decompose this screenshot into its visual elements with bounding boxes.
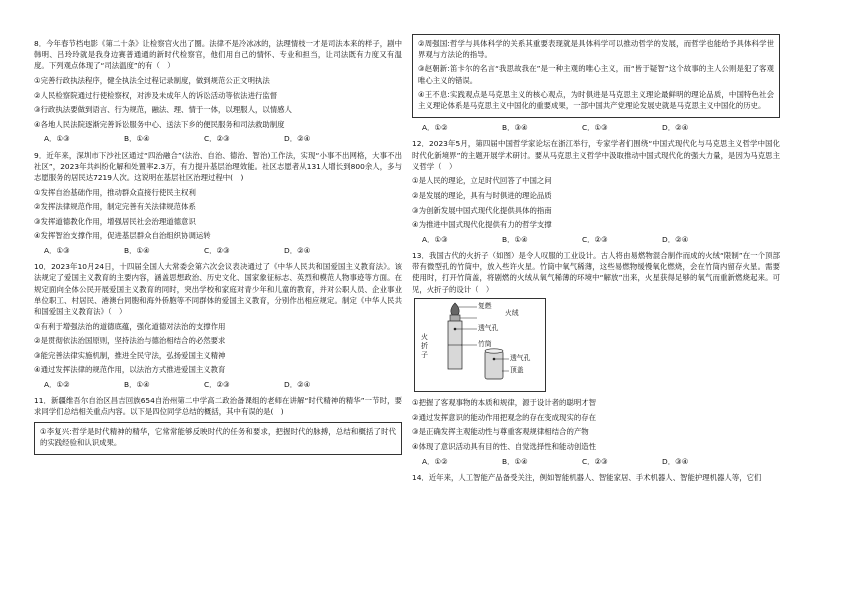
q12-item-4: ④为推进中国式现代化提供有力的哲学支撑 (412, 220, 552, 230)
q10-item-4: ④通过发挥法律的规范作用，以法治方式推进爱国主义教育 (34, 365, 226, 375)
q14-stem: 14．近年来，人工智能产品备受关注，例如智能机器人、智能家居、手术机器人、智能护理机器人等，它们 (412, 472, 762, 482)
q12-options (422, 234, 780, 245)
q12-item-2: ②是发展的理论，具有与时俱进的理论品质 (412, 191, 552, 201)
figure-label-tinder: 火绒 (505, 309, 519, 318)
q10-option-c[interactable]: C．②③ (204, 379, 230, 389)
figure-label-bamboo-tube: 竹筒 (478, 340, 492, 349)
figure-side-label: 火折子 (421, 333, 428, 360)
q13-item-3: ③是正确发挥主观能动性与尊重客观规律相结合的产物 (412, 427, 589, 437)
q8-stem: 8．今年春节档电影《第二十条》让检察官火出了圈。法律不是冷冰冰的，法理情枝一才是司法本来的样子，剧中韩明、吕玲玲就是我身边赛普通通的新时代检察官，他们用自己的情怀、专业和担当，让司法既有力度又有温度。下列观点体现了“司法温度”的有（ ） (34, 39, 402, 71)
q12-option-a[interactable]: A．①③ (422, 234, 448, 244)
q12-item-1: ①是人民的理论，立足时代回答了中国之问 (412, 176, 552, 186)
q13-option-a[interactable]: A．①② (422, 456, 448, 466)
q9-item-2: ②发挥法律规范作用，制定完善有关法律规范体系 (34, 202, 196, 212)
q9-item-1: ①发挥自治基础作用，推动群众直接行使民主权利 (34, 187, 196, 197)
q11-options (422, 122, 780, 133)
figure-label-air-hole-bottom: 透气孔 (510, 354, 531, 363)
q8-item-3: ③行政执法要做到语言、行为规范，融法、理、情于一体，以理服人，以情感人 (34, 105, 292, 115)
q8-item-4: ④各地人民法院逐渐完善诉讼服务中心、送法下乡的便民服务和司法救助制度 (34, 119, 285, 129)
q10-item-1: ①有利于增强法治的道德底蕴，强化道德对法治的支撑作用 (34, 321, 226, 331)
q11-stem: 11．新疆维吾尔自治区昌吉回族654自治州第二中学高二政治备课组的老师在讲解“时代精神的精华”一节时，要求同学们总结相关重点内容。以下是四位同学总结的概括，其中有误的是( ) (34, 396, 402, 417)
q11-statement-3: ③赵朝新:笛卡尔的名言“我思故我在”是一种主观的唯心主义，而“皆于疑智”这个故事的主人公则是犯了客观唯心主义的错误。 (418, 64, 774, 85)
q12-option-c[interactable]: C．②③ (582, 234, 608, 244)
q9-option-b[interactable]: B．①④ (124, 245, 150, 255)
q8-option-c[interactable]: C．②③ (204, 134, 230, 144)
q13-item-1: ①把握了客观事物的本质和规律，源于设计者的聪明才智 (412, 398, 597, 408)
q11-option-b[interactable]: B．③④ (502, 123, 528, 133)
q8-option-a[interactable]: A．①③ (44, 134, 70, 144)
q10-item-2: ②是贯彻依法治国原则，坚持法治与德治相结合的必然要求 (34, 336, 226, 346)
q8-item-1: ①完善行政执法程序，健全执法全过程记录制度，做到规范公正文明执法 (34, 76, 270, 85)
fire-starter-figure (414, 298, 546, 392)
q8-item-2: ②人民检察院通过行使检察权，对涉及未成年人的诉讼活动等依法进行监督 (34, 90, 278, 100)
q13-option-d[interactable]: D．③④ (662, 456, 689, 466)
q8-option-b[interactable]: B．①④ (124, 134, 150, 144)
q10-option-a[interactable]: A．①② (44, 379, 70, 389)
q10-option-b[interactable]: B．①④ (124, 379, 150, 389)
q9-item-4: ④发挥智治支撑作用，促进基层群众自治组织协调运转 (34, 231, 211, 241)
q13-options (422, 456, 780, 467)
q10-stem: 10．2023年10月24日，十四届全国人大常委会第六次会议表决通过了《中华人民共和国爱国主义教育法》。该法规定了爱国主义教育的主要内容，涵盖思想政治、历史文化、国家象征标志、英烈和模范人物事迹等方面。在规定面向全体公民开展爱国主义教育的同时，突出学校和家庭对青少年和儿童的教育，并对公职人员、企业事业单位职工、村居民、港澳台同胞和海外侨胞等不同群体的爱国主义教育，分别作出相应规定。制定《中华人民共和国爱国主义教育法》（ ） (34, 262, 402, 316)
q12-item-3: ③为创新发展中国式现代化提供具体的指南 (412, 205, 552, 215)
q11-statement-2: ②周强国:哲学与具体科学的关系其重要表现就是具体科学可以推动哲学的发展，而哲学也能给予具体科学世界观与方法论的指导。 (418, 39, 774, 60)
q9-option-d[interactable]: D．②④ (284, 245, 311, 255)
q11-statement-4: ④王不息:实践观点是马克思主义的核心观点，为时俱进是马克思主义理论最鲜明的理论品质，中国特色社会主义理论体系是马克思主义中国化的重要成果，一部中国共产党理论发展史就是马克思主义中国化的历史。 (418, 89, 774, 111)
right-column (412, 34, 780, 486)
q11-box-part-1 (34, 422, 402, 455)
q13-item-2: ②通过发挥意识的能动作用把观念的存在变成现实的存在 (412, 412, 597, 422)
q11-box-part-2 (412, 34, 780, 118)
q9-item-3: ③发挥道德教化作用，增强居民社会治理道德意识 (34, 216, 196, 226)
q13-stem: 13．我国古代的火折子（如图）是令人叹服的工业设计。古人将由易燃物混合制作而成的火绒“限制”在一个顶部带有微型孔的竹筒中，放入些许火星。竹筒中氧气稀薄，这些易燃物缓慢氧化燃烧，会在竹筒内留存火星。需要使用时，打开竹筒盖，将剧燃的火绒从氧气稀薄的环境中“解放”出来，火星获得足够的氧气而重新燃烧起来。可见，火折子的设计（ ） (412, 251, 780, 294)
q13-item-4: ④体现了意识活动具有目的性、自觉选择性和能动创造性 (412, 441, 597, 451)
q12-option-b[interactable]: B．①④ (502, 234, 528, 244)
figure-label-rekindle: 复燃 (478, 302, 492, 311)
q13-option-c[interactable]: C．②③ (582, 456, 608, 466)
q11-option-a[interactable]: A．①② (422, 123, 448, 133)
q12-option-d[interactable]: D．②④ (662, 234, 689, 244)
q11-statement-1: ①李复兴:哲学是时代精神的精华，它常常能够反映时代的任务和要求，把握时代的脉搏，总结和概括了时代的实践经验和认识成果。 (40, 426, 396, 447)
q9-stem: 9．近年来，深圳市下沙社区通过“四治融合”(法治、自治、德治、智治)工作法，实现“小事不出网格，大事不出社区”，2023年共纠纷化解和处置率2.3万，有力提升基层治理效能。社区志愿者从131人增长到800余人，多与志愿服务的居民达7219人次。这说明在基层社区治理过程中( ) (34, 150, 402, 182)
q8-option-d[interactable]: D．②④ (284, 134, 311, 144)
q11-option-c[interactable]: C．①③ (582, 123, 608, 133)
q12-stem: 12．2023年5月，第四届中国哲学家论坛在浙江举行，专家学者们围绕“中国式现代化与马克思主义哲学中国化时代化新境界”的主题开展学术研讨。要从马克思主义哲学中汲取推动中国式现代化的强大力量，是因为马克思主义哲学（ ） (412, 139, 780, 171)
q10-options (44, 379, 402, 390)
q8-options (44, 133, 402, 144)
q9-option-c[interactable]: C．②③ (204, 245, 230, 255)
figure-label-cap: 顶盖 (510, 366, 524, 375)
figure-label-air-hole-top: 透气孔 (478, 324, 499, 333)
q11-option-d[interactable]: D．②④ (662, 123, 689, 133)
q9-options (44, 245, 402, 256)
q10-item-3: ③能完善法律实施机制，推进全民守法，弘扬爱国主义精神 (34, 350, 226, 360)
left-column (34, 38, 402, 459)
q13-option-b[interactable]: B．①④ (502, 456, 528, 466)
q9-option-a[interactable]: A．①③ (44, 245, 70, 255)
q10-option-d[interactable]: D．②④ (284, 379, 311, 389)
